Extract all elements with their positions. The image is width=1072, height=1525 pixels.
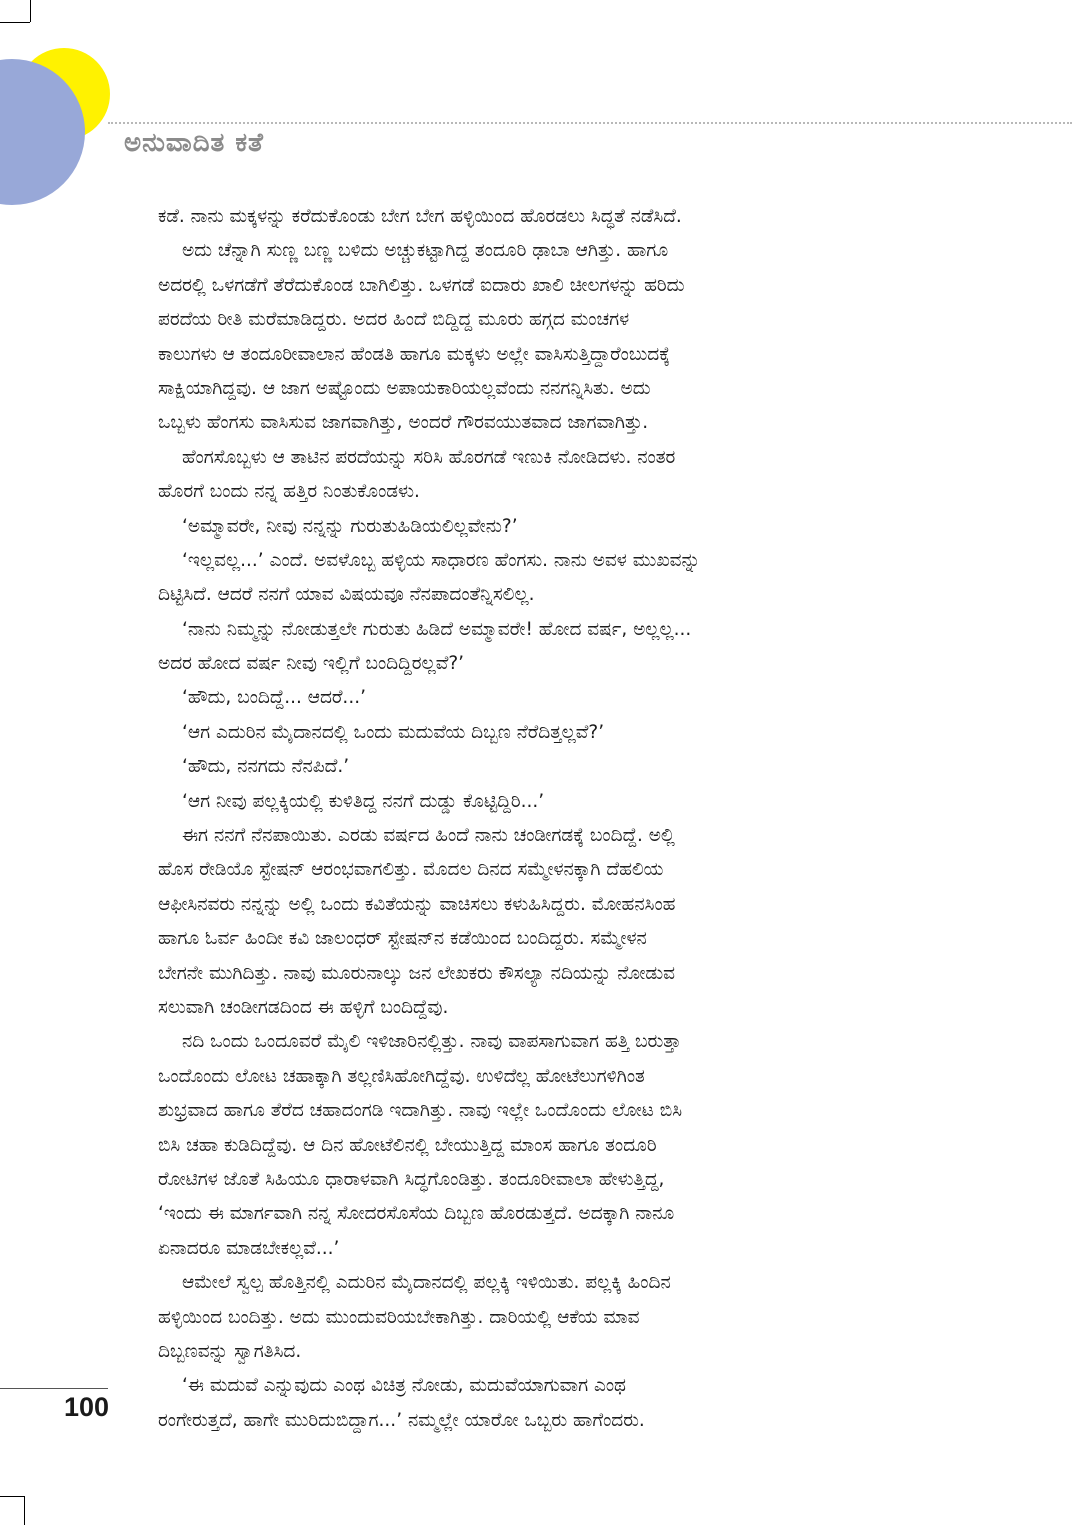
page-number: 100 [64,1392,110,1422]
header-dotted-line [108,122,1072,124]
text-line: ಹೊಸ ರೇಡಿಯೊ ಸ್ಟೇಷನ್ ಆರಂಭವಾಗಲಿತ್ತು. ಮೊದಲ ದಿನದ ಸಮ್ಮೇಳನಕ್ಕಾಗಿ ದೆಹಲಿಯ [158,859,664,881]
decorative-circles [0,0,120,215]
text-line: ‘ಅಮ್ಮಾವರೇ, ನೀವು ನನ್ನನ್ನು ಗುರುತುಹಿಡಿಯಲಿಲ್ಲವೇನು?’ [182,515,518,537]
text-line: ‘ಆಗ ನೀವು ಪಲ್ಲಕ್ಕಿಯಲ್ಲಿ ಕುಳಿತಿದ್ದ ನನಗೆ ದುಡ್ಡು ಕೊಟ್ಟಿದ್ದಿರಿ...’ [182,790,545,812]
text-line: ರೋಟಿಗಳ ಜೊತೆ ಸಿಹಿಯೂ ಧಾರಾಳವಾಗಿ ಸಿದ್ಧಗೊಂಡಿತ್ತು. ತಂದೂರೀವಾಲಾ ಹೇಳುತ್ತಿದ್ದ, [158,1168,665,1190]
text-line: ‘ಹೌದು, ಬಂದಿದ್ದೆ... ಆದರೆ...’ [182,687,366,709]
text-line: ಅದರಲ್ಲಿ ಒಳಗಡೆಗೆ ತೆರೆದುಕೊಂಡ ಬಾಗಿಲಿತ್ತು. ಒಳಗಡೆ ಐದಾರು ಖಾಲಿ ಚೀಲಗಳನ್ನು ಹರಿದು [158,274,685,296]
text-line: ಶುಭ್ರವಾದ ಹಾಗೂ ತೆರೆದ ಚಹಾದಂಗಡಿ ಇದಾಗಿತ್ತು. ನಾವು ಇಲ್ಲೇ ಒಂದೊಂದು ಲೋಟ ಬಿಸಿ [158,1100,683,1122]
text-line: ‘ಆಗ ಎದುರಿನ ಮೈದಾನದಲ್ಲಿ ಒಂದು ಮದುವೆಯ ದಿಬ್ಬಣ ನೆರೆದಿತ್ತಲ್ಲವೆ?’ [182,721,605,743]
text-line: ಹೆಂಗಸೊಬ್ಬಳು ಆ ತಾಟಿನ ಪರದೆಯನ್ನು ಸರಿಸಿ ಹೊರಗಡೆ ಇಣುಕಿ ನೋಡಿದಳು. ನಂತರ [182,446,676,468]
text-line: ಬೇಗನೇ ಮುಗಿದಿತ್ತು. ನಾವು ಮೂರುನಾಲ್ಕು ಜನ ಲೇಖಕರು ಕೌಸಲ್ಯಾ ನದಿಯನ್ನು ನೋಡುವ [158,962,675,984]
text-line: ಸಾಕ್ಷಿಯಾಗಿದ್ದವು. ಆ ಜಾಗ ಅಷ್ಟೊಂದು ಅಪಾಯಕಾರಿಯಲ್ಲವೆಂದು ನನಗನ್ನಿಸಿತು. ಅದು [158,377,651,399]
text-line: ‘ಈ ಮದುವೆ ಎನ್ನುವುದು ಎಂಥ ವಿಚಿತ್ರ ನೋಡು, ಮದುವೆಯಾಗುವಾಗ ಎಂಥ [182,1375,626,1397]
text-line: ‘ಇಲ್ಲವಲ್ಲ...’ ಎಂದೆ. ಅವಳೊಬ್ಬ ಹಳ್ಳಿಯ ಸಾಧಾರಣ ಹೆಂಗಸು. ನಾನು ಅವಳ ಮುಖವನ್ನು [182,549,701,571]
crop-mark-bottom [24,1496,25,1525]
text-line: ಅದರ ಹೋದ ವರ್ಷ ನೀವು ಇಲ್ಲಿಗೆ ಬಂದಿದ್ದಿರಲ್ಲವೆ?’ [158,653,465,675]
text-line: ಆಫೀಸಿನವರು ನನ್ನನ್ನು ಅಲ್ಲಿ ಒಂದು ಕವಿತೆಯನ್ನು ವಾಚಿಸಲು ಕಳುಹಿಸಿದ್ದರು. ಮೋಹನಸಿಂಹ [158,893,676,915]
story-text [158,200,918,1438]
crop-mark-bottom-horizontal [0,1496,24,1497]
text-line: ಬಿಸಿ ಚಹಾ ಕುಡಿದಿದ್ದೆವು. ಆ ದಿನ ಹೋಟೆಲಿನಲ್ಲಿ ಬೇಯುತ್ತಿದ್ದ ಮಾಂಸ ಹಾಗೂ ತಂದೂರಿ [158,1134,657,1156]
text-line: ಒಂದೊಂದು ಲೋಟ ಚಹಾಕ್ಕಾಗಿ ತಲ್ಲಣಿಸಿಹೋಗಿದ್ದೆವು. ಉಳಿದೆಲ್ಲ ಹೋಟೆಲುಗಳಿಗಿಂತ [158,1065,645,1087]
text-line: ಅದು ಚೆನ್ನಾಗಿ ಸುಣ್ಣ ಬಣ್ಣ ಬಳಿದು ಅಚ್ಚುಕಟ್ಟಾಗಿದ್ದ ತಂದೂರಿ ಢಾಬಾ ಆಗಿತ್ತು. ಹಾಗೂ [182,240,669,262]
text-line: ದಿಬ್ಬಣವನ್ನು ಸ್ವಾಗತಿಸಿದ. [158,1340,302,1362]
text-line: ನದಿ ಒಂದು ಒಂದೂವರೆ ಮೈಲಿ ಇಳಿಜಾರಿನಲ್ಲಿತ್ತು. ನಾವು ವಾಪಸಾಗುವಾಗ ಹತ್ತಿ ಬರುತ್ತಾ [182,1031,682,1053]
text-line: ‘ನಾನು ನಿಮ್ಮನ್ನು ನೋಡುತ್ತಲೇ ಗುರುತು ಹಿಡಿದೆ ಅಮ್ಮಾವರೇ! ಹೋದ ವರ್ಷ, ಅಲ್ಲಲ್ಲ... [182,618,692,640]
text-line: ‘ಇಂದು ಈ ಮಾರ್ಗವಾಗಿ ನನ್ನ ಸೋದರಸೊಸೆಯ ದಿಬ್ಬಣ ಹೊರಡುತ್ತದೆ. ಅದಕ್ಕಾಗಿ ನಾನೂ [158,1203,675,1225]
text-line: ಈಗ ನನಗೆ ನೆನಪಾಯಿತು. ಎರಡು ವರ್ಷದ ಹಿಂದೆ ನಾನು ಚಂಡೀಗಡಕ್ಕೆ ಬಂದಿದ್ದೆ. ಅಲ್ಲಿ [182,825,675,847]
text-line: ರಂಗೇರುತ್ತದೆ, ಹಾಗೇ ಮುರಿದುಬಿದ್ದಾಗ...’ ನಮ್ಮಲ್ಲೇ ಯಾರೋ ಒಬ್ಬರು ಹಾಗೆಂದರು. [158,1409,645,1431]
text-line: ಏನಾದರೂ ಮಾಡಬೇಕಲ್ಲವೆ...’ [158,1237,340,1259]
text-line: ಕಾಲುಗಳು ಆ ತಂದೂರೀವಾಲಾನ ಹೆಂಡತಿ ಹಾಗೂ ಮಕ್ಕಳು ಅಲ್ಲೇ ವಾಸಿಸುತ್ತಿದ್ದಾರೆಂಬುದಕ್ಕೆ [158,343,671,365]
text-line: ಹಳ್ಳಿಯಿಂದ ಬಂದಿತ್ತು. ಅದು ಮುಂದುವರಿಯಬೇಕಾಗಿತ್ತು. ದಾರಿಯಲ್ಲಿ ಆಕೆಯ ಮಾವ [158,1306,640,1328]
text-line: ದಿಟ್ಟಿಸಿದೆ. ಆದರೆ ನನಗೆ ಯಾವ ವಿಷಯವೂ ನೆನಪಾದಂತೆನ್ನಿಸಲಿಲ್ಲ. [158,584,535,606]
text-line: ಹೊರಗೆ ಬಂದು ನನ್ನ ಹತ್ತಿರ ನಿಂತುಕೊಂಡಳು. [158,481,420,503]
text-line: ಪರದೆಯ ರೀತಿ ಮರೆಮಾಡಿದ್ದರು. ಅದರ ಹಿಂದೆ ಬಿದ್ದಿದ್ದ ಮೂರು ಹಗ್ಗದ ಮಂಚಗಳ [158,309,630,331]
section-title: ಅನುವಾದಿತ ಕತೆ [124,128,264,158]
text-line: ಹಾಗೂ ಓರ್ವ ಹಿಂದೀ ಕವಿ ಜಾಲಂಧರ್ ಸ್ಟೇಷನ್‌ನ ಕಡೆಯಿಂದ ಬಂದಿದ್ದರು. ಸಮ್ಮೇಳನ [158,928,647,950]
text-line: ಒಬ್ಬಳು ಹೆಂಗಸು ವಾಸಿಸುವ ಜಾಗವಾಗಿತ್ತು, ಅಂದರೆ ಗೌರವಯುತವಾದ ಜಾಗವಾಗಿತ್ತು. [158,412,649,434]
text-line: ‘ಹೌದು, ನನಗದು ನೆನಪಿದೆ.’ [182,756,350,778]
page-number-rule [0,1388,108,1389]
text-line: ಆಮೇಲೆ ಸ್ವಲ್ಪ ಹೊತ್ತಿನಲ್ಲಿ ಎದುರಿನ ಮೈದಾನದಲ್ಲಿ ಪಲ್ಲಕ್ಕಿ ಇಳಿಯಿತು. ಪಲ್ಲಕ್ಕಿ ಹಿಂದಿನ [182,1272,671,1294]
text-line: ಸಲುವಾಗಿ ಚಂಡೀಗಡದಿಂದ ಈ ಹಳ್ಳಿಗೆ ಬಂದಿದ್ದೆವು. [158,996,449,1018]
text-line: ಕಡೆ. ನಾನು ಮಕ್ಕಳನ್ನು ಕರೆದುಕೊಂಡು ಬೇಗ ಬೇಗ ಹಳ್ಳಿಯಿಂದ ಹೊರಡಲು ಸಿದ್ಧತೆ ನಡೆಸಿದೆ. [158,206,682,227]
